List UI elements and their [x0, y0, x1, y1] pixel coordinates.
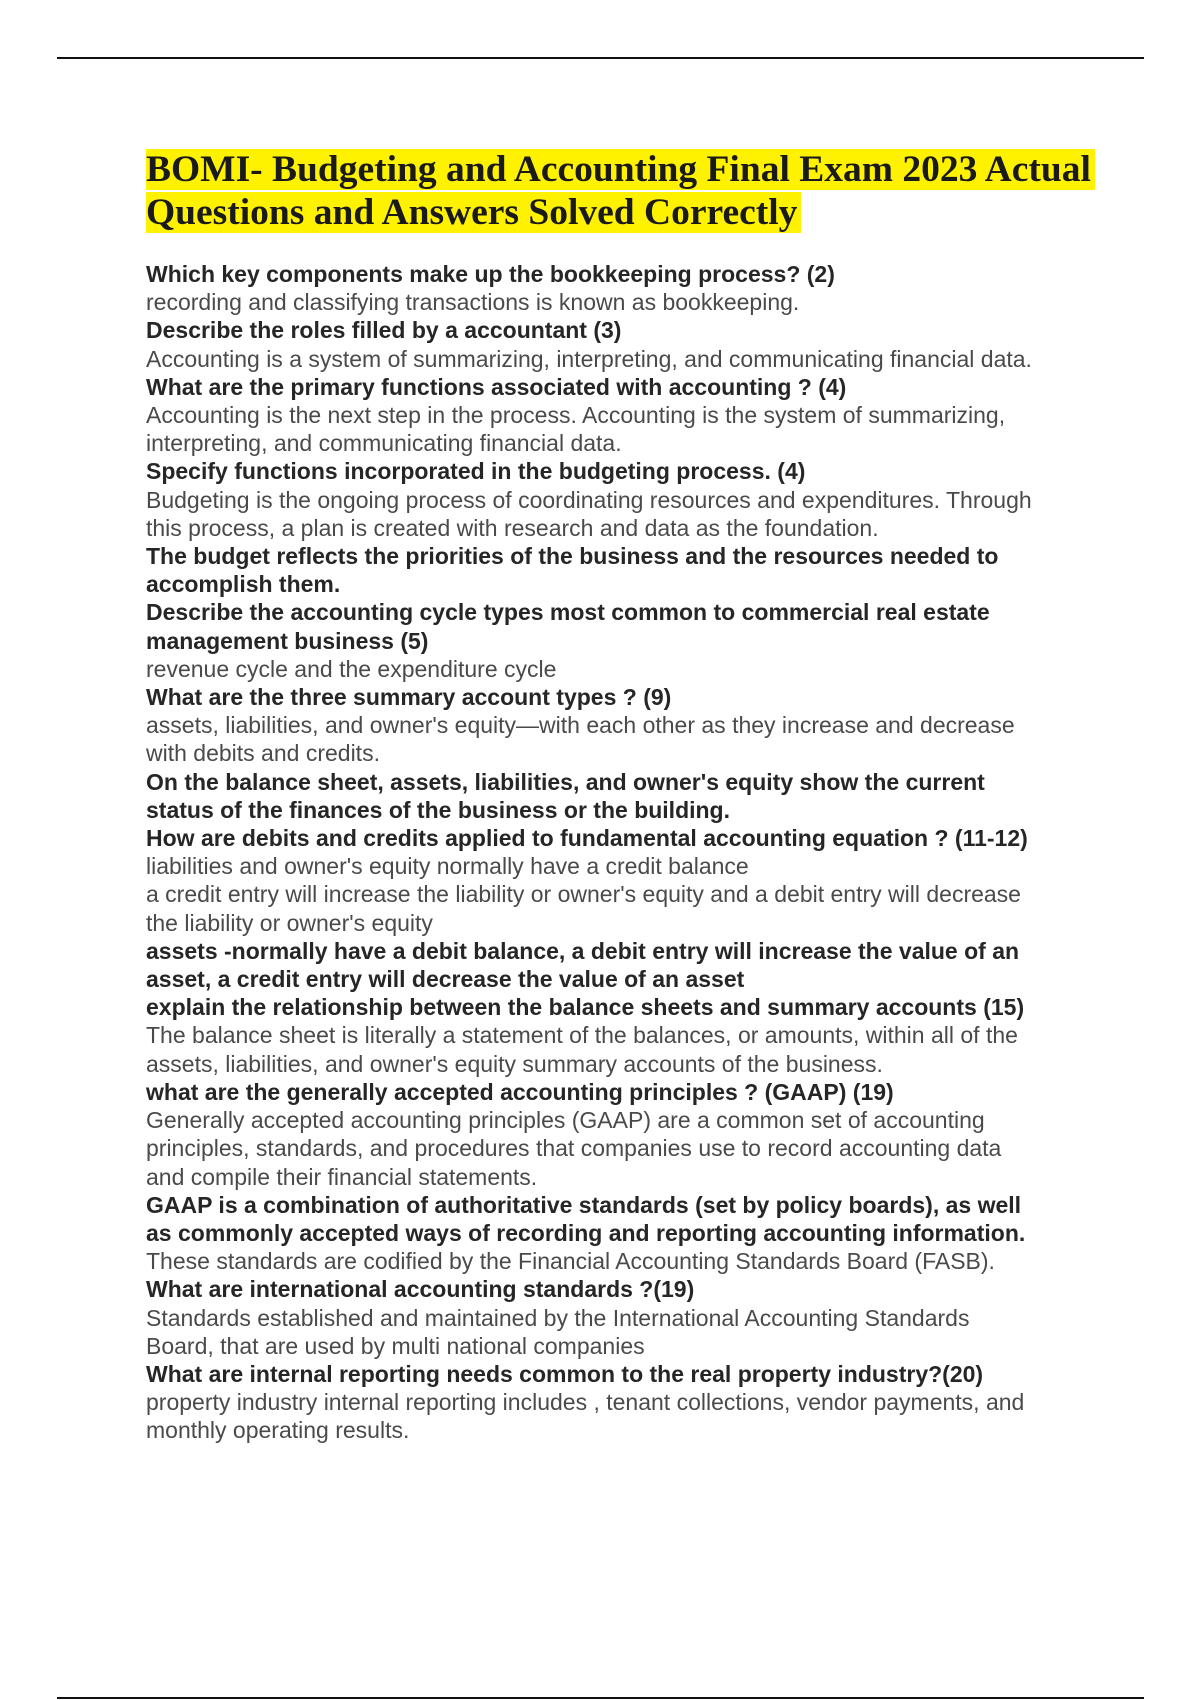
answer-line: property industry internal reporting includes , tenant collections, vendor payments, and: [146, 1389, 1025, 1416]
answer: [146, 852, 1146, 937]
answer-line: assets, liabilities, and owner's equity—with each other as they increase and decrease: [146, 712, 1015, 739]
answer: [146, 401, 1146, 457]
answer-line: Board, that are used by multi national companies: [146, 1332, 645, 1359]
title-line-1: BOMI- Budgeting and Accounting Final Exam 2023 Actual: [146, 149, 1091, 190]
answer: [146, 1247, 1146, 1275]
answer: [146, 655, 1146, 683]
answer-line: Standards established and maintained by the International Accounting Standards: [146, 1304, 970, 1331]
question: [146, 768, 1146, 824]
qa-body: [146, 260, 1146, 1445]
question: [146, 1360, 1146, 1388]
question-line: GAAP is a combination of authoritative standards (set by policy boards), as well: [146, 1191, 1022, 1218]
question-line: What are the primary functions associated with accounting ? (4): [146, 373, 847, 400]
question: [146, 1191, 1146, 1247]
answer: [146, 1388, 1146, 1444]
answer: [146, 1106, 1146, 1191]
question: [146, 1078, 1146, 1106]
question-line: explain the relationship between the balance sheets and summary accounts (15): [146, 994, 1025, 1021]
answer: [146, 486, 1146, 542]
answer-line: monthly operating results.: [146, 1417, 410, 1444]
question-line: asset, a credit entry will decrease the value of an asset: [146, 966, 745, 993]
answer-line: recording and classifying transactions is known as bookkeeping.: [146, 289, 800, 316]
question-line: What are internal reporting needs common to the real property industry?(20): [146, 1360, 984, 1387]
answer-line: revenue cycle and the expenditure cycle: [146, 655, 557, 682]
question-line: Describe the accounting cycle types most common to commercial real estate: [146, 599, 990, 626]
bottom-rule: [57, 1697, 1144, 1699]
question-line: assets -normally have a debit balance, a debit entry will increase the value of an: [146, 937, 1020, 964]
answer-line: the liability or owner's equity: [146, 909, 433, 936]
question: [146, 260, 1146, 288]
answer-line: liabilities and owner's equity normally have a credit balance: [146, 853, 749, 880]
answer-line: a credit entry will increase the liability or owner's equity and a debit entry will decrease: [146, 881, 1021, 908]
answer-line: principles, standards, and procedures that companies use to record accounting data: [146, 1135, 1002, 1162]
answer-line: Generally accepted accounting principles (GAAP) are a common set of accounting: [146, 1107, 985, 1134]
answer: [146, 1304, 1146, 1360]
answer-line: assets, liabilities, and owner's equity summary accounts of the business.: [146, 1050, 883, 1077]
question-line: On the balance sheet, assets, liabilities, and owner's equity show the current: [146, 768, 985, 795]
question: [146, 373, 1146, 401]
question: [146, 598, 1146, 654]
answer-line: The balance sheet is literally a statement of the balances, or amounts, within all of the: [146, 1022, 1018, 1049]
answer-line: interpreting, and communicating financial data.: [146, 430, 622, 457]
answer-line: and compile their financial statements.: [146, 1163, 538, 1190]
question: [146, 937, 1146, 993]
question-line: How are debits and credits applied to fundamental accounting equation ? (11-12): [146, 825, 1028, 852]
question-line: management business (5): [146, 627, 429, 654]
question: [146, 683, 1146, 711]
answer-line: These standards are codified by the Financial Accounting Standards Board (FASB).: [146, 1248, 995, 1275]
answer: [146, 288, 1146, 316]
answer: [146, 345, 1146, 373]
question: [146, 316, 1146, 344]
question-line: Specify functions incorporated in the budgeting process. (4): [146, 458, 806, 485]
question: [146, 824, 1146, 852]
question: [146, 457, 1146, 485]
question: [146, 542, 1146, 598]
document-title: [146, 148, 1146, 234]
question: [146, 1275, 1146, 1303]
question-line: The budget reflects the priorities of the business and the resources needed to: [146, 543, 999, 570]
question-line: accomplish them.: [146, 571, 341, 598]
question-line: Describe the roles filled by a accountant (3): [146, 317, 622, 344]
answer: [146, 1021, 1146, 1077]
answer-line: this process, a plan is created with research and data as the foundation.: [146, 514, 879, 541]
question: [146, 993, 1146, 1021]
question-line: What are international accounting standards ?(19): [146, 1276, 695, 1303]
question-line: what are the generally accepted accounting principles ? (GAAP) (19): [146, 1078, 894, 1105]
question-line: What are the three summary account types ? (9): [146, 684, 672, 711]
question-line: as commonly accepted ways of recording and reporting accounting information.: [146, 1219, 1026, 1246]
answer-line: Accounting is the next step in the process. Accounting is the system of summarizing,: [146, 402, 1006, 429]
title-line-2: Questions and Answers Solved Correctly: [146, 192, 798, 233]
answer-line: Budgeting is the ongoing process of coordinating resources and expenditures. Through: [146, 486, 1032, 513]
top-rule: [57, 57, 1144, 59]
answer-line: Accounting is a system of summarizing, interpreting, and communicating financial data.: [146, 345, 1032, 372]
answer: [146, 711, 1146, 767]
answer-line: with debits and credits.: [146, 740, 380, 767]
question-line: status of the finances of the business or the building.: [146, 796, 730, 823]
question-line: Which key components make up the bookkeeping process? (2): [146, 261, 835, 287]
title-highlight: [146, 149, 1095, 233]
